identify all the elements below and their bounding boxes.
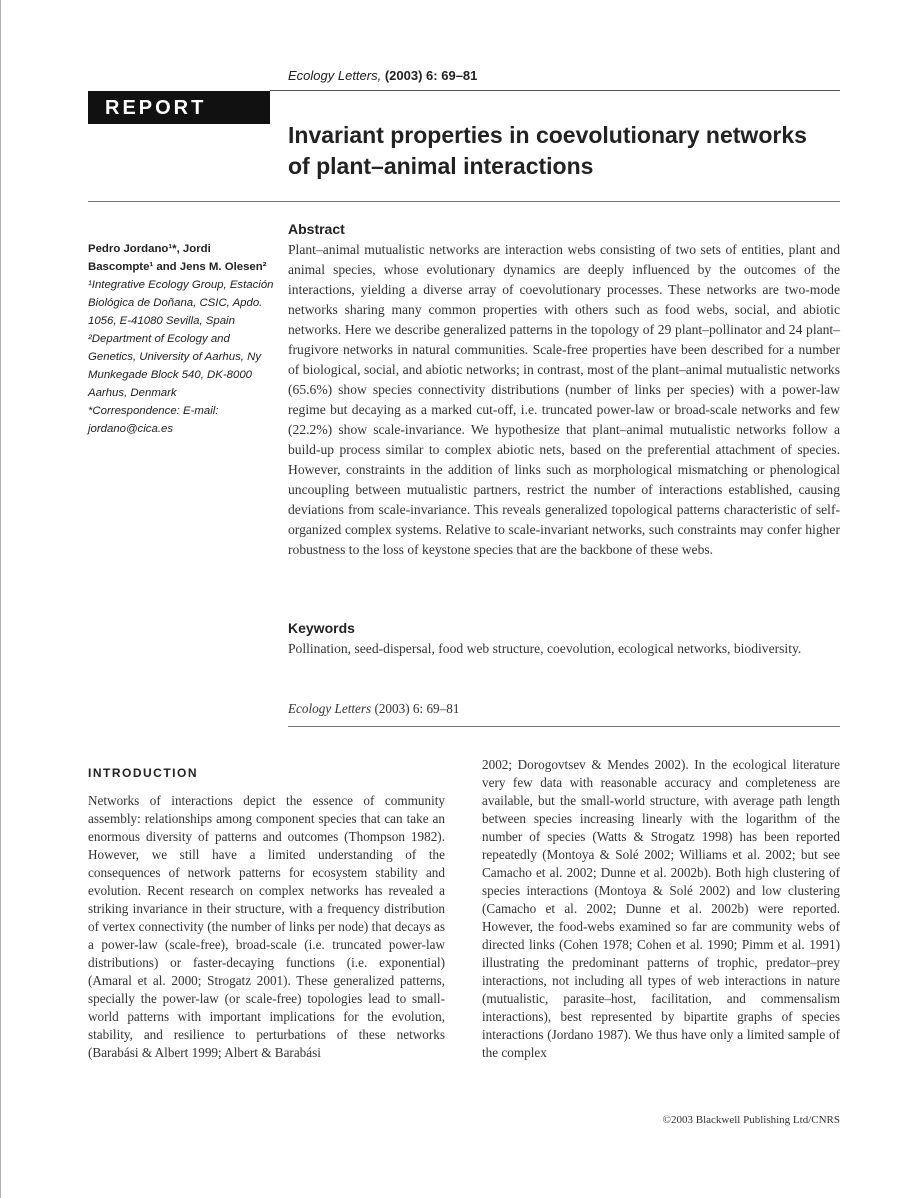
journal-pages: 69–81 [441, 68, 478, 83]
journal-year: (2003) [384, 68, 423, 83]
journal-name: Ecology Letters, [288, 68, 382, 83]
introduction-right-column: 2002; Dorogovtsev & Mendes 2002). In the ecological literature very few data with reasonable accuracy and completeness are available, but the small-world structure, with average path length between species increasing linearly with the logarithm of the number of species (Watts & Strogatz 1998) has been reported repeatedly (Montoya & Solé 2002; Williams et al. 2002; but see Camacho et al. 2002; Dunne et al. 2002b). Both high clustering of species interactions (Montoya & Solé 2002) and low clustering (Camacho et al. 2002; Dunne et al. 2002b) were reported. However, the food-webs examined so far are community webs of directed links (Cohen 1978; Cohen et al. 1990; Pimm et al. 1991) illustrating the predominant patterns of trophic, predator–prey interactions, not including all types of web interactions in nature (mutualistic, parasite–host, facilitation, and commensalism interactions), best represented by bipartite graphs of species interactions (Jordano 1987). We thus have only a limited sample of the complex [482, 757, 840, 1060]
copyright-footer: ©2003 Blackwell Publishing Ltd/CNRS [662, 1114, 840, 1126]
header-rule [270, 90, 840, 91]
title-line-2: of plant–animal interactions [288, 153, 594, 179]
citation-journal: Ecology Letters [288, 701, 372, 716]
journal-header [288, 68, 477, 83]
citation-details: (2003) 6: 69–81 [374, 701, 460, 716]
keywords-heading: Keywords [288, 620, 355, 636]
author-names: Pedro Jordano¹*, Jordi Bascompte¹ and Jens M. Olesen² [88, 243, 267, 273]
citation-line [288, 701, 459, 717]
affiliation-2: ²Department of Ecology and Genetics, University of Aarhus, Ny Munkegade Block 540, DK-8000 Aarhus, Denmark [88, 333, 262, 399]
author-block [88, 240, 278, 438]
abstract-heading: Abstract [288, 221, 345, 237]
report-badge: REPORT [88, 91, 270, 124]
abstract-rule [288, 726, 840, 727]
article-title [288, 120, 840, 182]
abstract-text: Plant–animal mutualistic networks are interaction webs consisting of two sets of entities, plant and animal species, whose evolutionary dynamics are deeply influenced by the outcomes of the interactions, yielding a diverse array of coevolutionary processes. These networks are two-mode networks sharing many common properties with others such as food webs, social, and abiotic networks. Here we describe generalized patterns in the topology of 29 plant–pollinator and 24 plant–frugivore networks in natural communities. Scale-free properties have been described for a number of biological, social, and abiotic networks; in contrast, most of the plant–animal mutualistic networks (65.6%) show species connectivity distributions (number of links per species) with a power-law regime but decaying as a marked cut-off, i.e. truncated power-law or broad-scale networks and few (22.2%) show scale-invariance. We hypothesize that plant–animal mutualistic networks follow a build-up process similar to complex abiotic nets, based on the preferential attachment of species. However, constraints in the addition of links such as morphological mismatching or phenological uncoupling between mutualistic partners, restrict the number of interactions established, causing deviations from scale-invariance. This reveals generalized topological patterns characteristic of self-organized complex systems. Relative to scale-invariant networks, such constraints may confer higher robustness to the loss of keystone species that are the backbone of these webs. [288, 242, 840, 557]
title-line-1: Invariant properties in coevolutionary networks [288, 122, 807, 148]
affiliation-1: ¹Integrative Ecology Group, Estación Biológica de Doñana, CSIC, Apdo. 1056, E-41080 Sevilla, Spain [88, 279, 274, 327]
title-rule [88, 201, 840, 202]
page-left-border [0, 0, 1, 1198]
journal-volume: 6: [426, 68, 438, 83]
correspondence: *Correspondence: E-mail: jordano@cica.es [88, 405, 219, 435]
introduction-left-column: Networks of interactions depict the essence of community assembly: relationships among component species that can take an enormous diversity of patterns and outcomes (Thompson 1982). However, we still have a limited understanding of the consequences of network patterns for ecosystem stability and evolution. Recent research on complex networks has revealed a striking invariance in their structure, with a frequency distribution of vertex connectivity (the number of links per node) that decays as a power-law (scale-free), broad-scale (i.e. truncated power-law distributions) or faster-decaying functions (i.e. exponential) (Amaral et al. 2000; Strogatz 2001). These generalized patterns, specially the power-law (or scale-free) topologies lead to small-world patterns with important implications for the evolution, stability, and resilience to perturbations of these networks (Barabási & Albert 1999; Albert & Barabási [88, 793, 445, 1060]
keywords-text: Pollination, seed-dispersal, food web structure, coevolution, ecological networks, biodiversity. [288, 641, 802, 656]
introduction-heading: INTRODUCTION [88, 766, 198, 780]
